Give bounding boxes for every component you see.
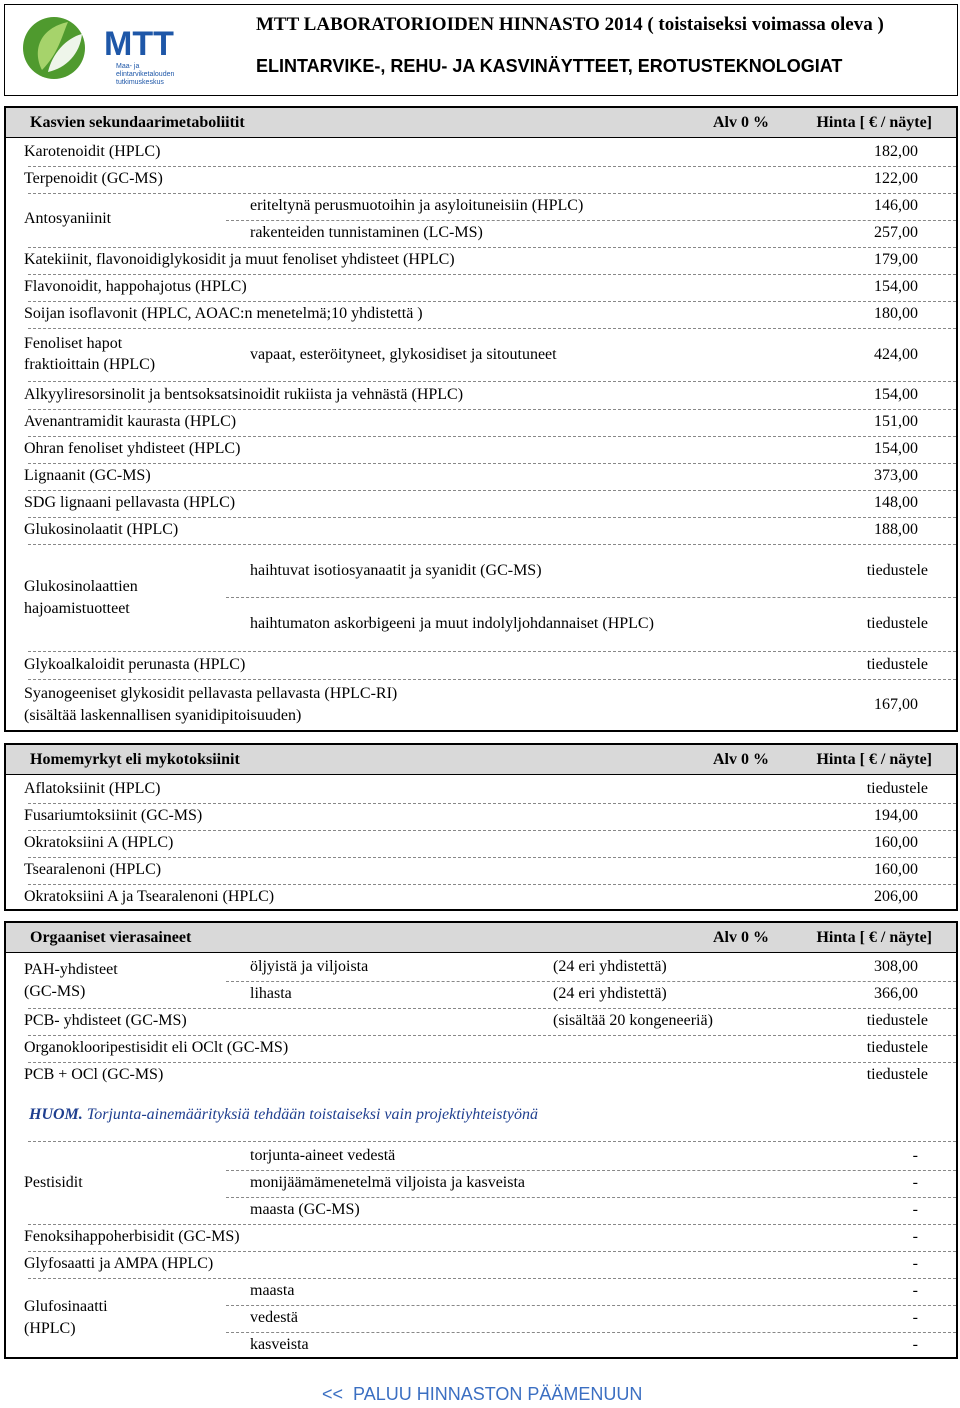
divider	[28, 301, 956, 302]
row-name: Okratoksiini A (HPLC)	[24, 834, 174, 851]
row-price: -	[912, 1255, 918, 1272]
divider	[28, 884, 956, 885]
row-sub: haihtumaton askorbigeeni ja muut indolyljohdannaiset (HPLC)	[250, 615, 654, 632]
divider	[28, 830, 956, 831]
row-name: Avenantramidit kaurasta (HPLC)	[24, 413, 237, 430]
row-price: 160,00	[874, 834, 918, 851]
row-price: tiedustele	[866, 562, 928, 579]
row-price: 180,00	[874, 305, 918, 322]
back-link-label: PALUU HINNASTON PÄÄMENUUN	[353, 1384, 643, 1404]
row-name: PAH-yhdisteet	[24, 961, 118, 978]
divider	[28, 1141, 956, 1142]
row-price: -	[912, 1228, 918, 1245]
row-name: Fenoliset hapot	[24, 335, 123, 352]
row-price: -	[912, 1174, 918, 1191]
col-alv: Alv 0 %	[713, 114, 769, 131]
mtt-logo	[22, 10, 212, 88]
row-name: fraktioittain (HPLC)	[24, 356, 156, 373]
col-alv: Alv 0 %	[713, 751, 769, 768]
row-name: Tsearalenoni (HPLC)	[24, 861, 162, 878]
section-title: Homemyrkyt eli mykotoksiinit	[30, 751, 240, 768]
row-price: tiedustele	[866, 1012, 928, 1029]
divider	[28, 328, 956, 329]
divider	[226, 1170, 956, 1171]
row-price: -	[912, 1309, 918, 1326]
row-price: 188,00	[874, 521, 918, 538]
divider	[28, 1224, 956, 1225]
row-sub: haihtuvat isotiosyanaatit ja syanidit (GC-MS)	[250, 562, 542, 579]
row-price: tiedustele	[866, 615, 928, 632]
row-name: Terpenoidit (GC-MS)	[24, 170, 163, 187]
row-name: Alkyyliresorsinolit ja bentsoksatsinoidit rukiista ja vehnästä (HPLC)	[24, 386, 464, 403]
row-name: Organoklooripestisidit eli OClt (GC-MS)	[24, 1039, 289, 1056]
row-extra: (sisältää 20 kongeneeriä)	[553, 1012, 713, 1029]
row-name: Okratoksiini A ja Tsearalenoni (HPLC)	[24, 888, 275, 905]
row-name: Glykoalkaloidit perunasta (HPLC)	[24, 656, 246, 673]
row-name: Antosyaniinit	[24, 210, 112, 227]
divider	[28, 1035, 956, 1036]
row-extra: (24 eri yhdistettä)	[553, 985, 667, 1002]
svg-text:elintarviketalouden: elintarviketalouden	[116, 71, 175, 78]
row-sub: eriteltynä perusmuotoihin ja asyloituneisiin (HPLC)	[250, 197, 584, 214]
col-hinta: Hinta [ € / näyte]	[816, 751, 932, 768]
row-name: PCB + OCl (GC-MS)	[24, 1066, 164, 1083]
row-price: 122,00	[874, 170, 918, 187]
row-sub: rakenteiden tunnistaminen (LC-MS)	[250, 224, 483, 241]
page-title: MTT LABORATORIOIDEN HINNASTO 2014 ( toistaiseksi voimassa oleva )	[256, 14, 884, 35]
row-price: 424,00	[874, 346, 918, 363]
row-sub: monijäämämenetelmä viljoista ja kasveista	[250, 1174, 526, 1191]
divider	[28, 1008, 956, 1009]
divider	[28, 544, 956, 545]
row-price: 148,00	[874, 494, 918, 511]
divider	[28, 517, 956, 518]
svg-text:tutkimuskeskus: tutkimuskeskus	[116, 79, 164, 86]
divider	[28, 247, 956, 248]
row-extra: (24 eri yhdistettä)	[553, 958, 667, 975]
divider	[226, 1332, 956, 1333]
row-name: Fenoksihappoherbisidit (GC-MS)	[24, 1228, 240, 1245]
row-name: Lignaanit (GC-MS)	[24, 467, 151, 484]
row-sub: kasveista	[250, 1336, 309, 1353]
row-price: -	[912, 1201, 918, 1218]
divider	[28, 1278, 956, 1279]
row-name: (GC-MS)	[24, 983, 86, 1000]
divider	[226, 220, 956, 221]
row-price: tiedustele	[866, 780, 928, 797]
row-price: 151,00	[874, 413, 918, 430]
svg-text:Maa- ja: Maa- ja	[116, 63, 140, 70]
divider	[28, 1062, 956, 1063]
row-price: 179,00	[874, 251, 918, 268]
row-name: Ohran fenoliset yhdisteet (HPLC)	[24, 440, 241, 457]
row-price: 366,00	[874, 985, 918, 1002]
row-price: 308,00	[874, 958, 918, 975]
section-organic-contaminants	[4, 921, 958, 1359]
divider	[226, 981, 956, 982]
col-alv: Alv 0 %	[713, 929, 769, 946]
row-name: (sisältää laskennallisen syanidipitoisuuden)	[24, 707, 302, 724]
svg-text:MTT: MTT	[104, 25, 174, 63]
section-title: Kasvien sekundaarimetaboliitit	[30, 114, 245, 131]
row-price: tiedustele	[866, 1066, 928, 1083]
row-name: Glyfosaatti ja AMPA (HPLC)	[24, 1255, 214, 1272]
col-hinta: Hinta [ € / näyte]	[816, 114, 932, 131]
row-price: -	[912, 1282, 918, 1299]
section-header	[6, 108, 956, 138]
note-label: HUOM.	[29, 1106, 83, 1123]
row-name: Glukosinolaattien	[24, 578, 138, 595]
section-title: Orgaaniset vierasaineet	[30, 929, 192, 946]
row-price: -	[912, 1336, 918, 1353]
divider	[28, 490, 956, 491]
row-name: (HPLC)	[24, 1320, 76, 1337]
row-name: SDG lignaani pellavasta (HPLC)	[24, 494, 236, 511]
row-price: 154,00	[874, 440, 918, 457]
row-sub: maasta	[250, 1282, 295, 1299]
note-text: Torjunta-ainemäärityksiä tehdään toistaiseksi vain projektiyhteistyönä	[82, 1106, 538, 1123]
divider	[226, 1197, 956, 1198]
row-sub: maasta (GC-MS)	[250, 1201, 360, 1218]
row-name: Katekiinit, flavonoidiglykosidit ja muut fenoliset yhdisteet (HPLC)	[24, 251, 455, 268]
row-price: 257,00	[874, 224, 918, 241]
divider	[28, 274, 956, 275]
row-name: Karotenoidit (HPLC)	[24, 143, 161, 160]
row-price: 373,00	[874, 467, 918, 484]
divider	[226, 597, 956, 598]
divider	[28, 166, 956, 167]
row-price: 167,00	[874, 696, 918, 713]
row-sub: lihasta	[250, 985, 292, 1002]
row-name: Pestisidit	[24, 1174, 83, 1191]
note	[29, 1106, 538, 1124]
divider	[28, 463, 956, 464]
row-price: 206,00	[874, 888, 918, 905]
back-to-main-menu-link[interactable]	[322, 1384, 642, 1405]
divider	[28, 679, 956, 680]
divider	[28, 1251, 956, 1252]
row-price: tiedustele	[866, 1039, 928, 1056]
back-arrow-icon: <<	[322, 1384, 344, 1404]
row-name: Glufosinaatti	[24, 1298, 108, 1315]
section-header	[6, 745, 956, 775]
row-sub: vedestä	[250, 1309, 298, 1326]
row-price: 160,00	[874, 861, 918, 878]
page-subtitle: ELINTARVIKE-, REHU- JA KASVINÄYTTEET, EROTUSTEKNOLOGIAT	[256, 56, 843, 76]
row-price: 154,00	[874, 386, 918, 403]
row-name: Syanogeeniset glykosidit pellavasta pellavasta (HPLC-RI)	[24, 685, 398, 702]
divider	[226, 1305, 956, 1306]
row-sub: öljyistä ja viljoista	[250, 958, 369, 975]
divider	[28, 857, 956, 858]
divider	[28, 409, 956, 410]
row-price: 154,00	[874, 278, 918, 295]
row-price: 146,00	[874, 197, 918, 214]
divider	[28, 381, 956, 382]
row-price: 194,00	[874, 807, 918, 824]
col-hinta: Hinta [ € / näyte]	[816, 929, 932, 946]
divider	[28, 436, 956, 437]
row-price: tiedustele	[866, 656, 928, 673]
row-name: Soijan isoflavonit (HPLC, AOAC:n menetelmä;10 yhdistettä )	[24, 305, 423, 322]
divider	[28, 803, 956, 804]
row-name: Fusariumtoksiinit (GC-MS)	[24, 807, 203, 824]
row-name: Glukosinolaatit (HPLC)	[24, 521, 179, 538]
row-sub: vapaat, esteröityneet, glykosidiset ja sitoutuneet	[250, 346, 557, 363]
section-header	[6, 923, 956, 953]
row-price: 182,00	[874, 143, 918, 160]
row-name: PCB- yhdisteet (GC-MS)	[24, 1012, 187, 1029]
divider	[28, 651, 956, 652]
divider	[28, 193, 956, 194]
row-price: -	[912, 1147, 918, 1164]
row-name: Aflatoksiinit (HPLC)	[24, 780, 161, 797]
section-mycotoxins	[4, 743, 958, 911]
row-sub: torjunta-aineet vedestä	[250, 1147, 396, 1164]
row-name: Flavonoidit, happohajotus (HPLC)	[24, 278, 247, 295]
row-name: hajoamistuotteet	[24, 600, 130, 617]
